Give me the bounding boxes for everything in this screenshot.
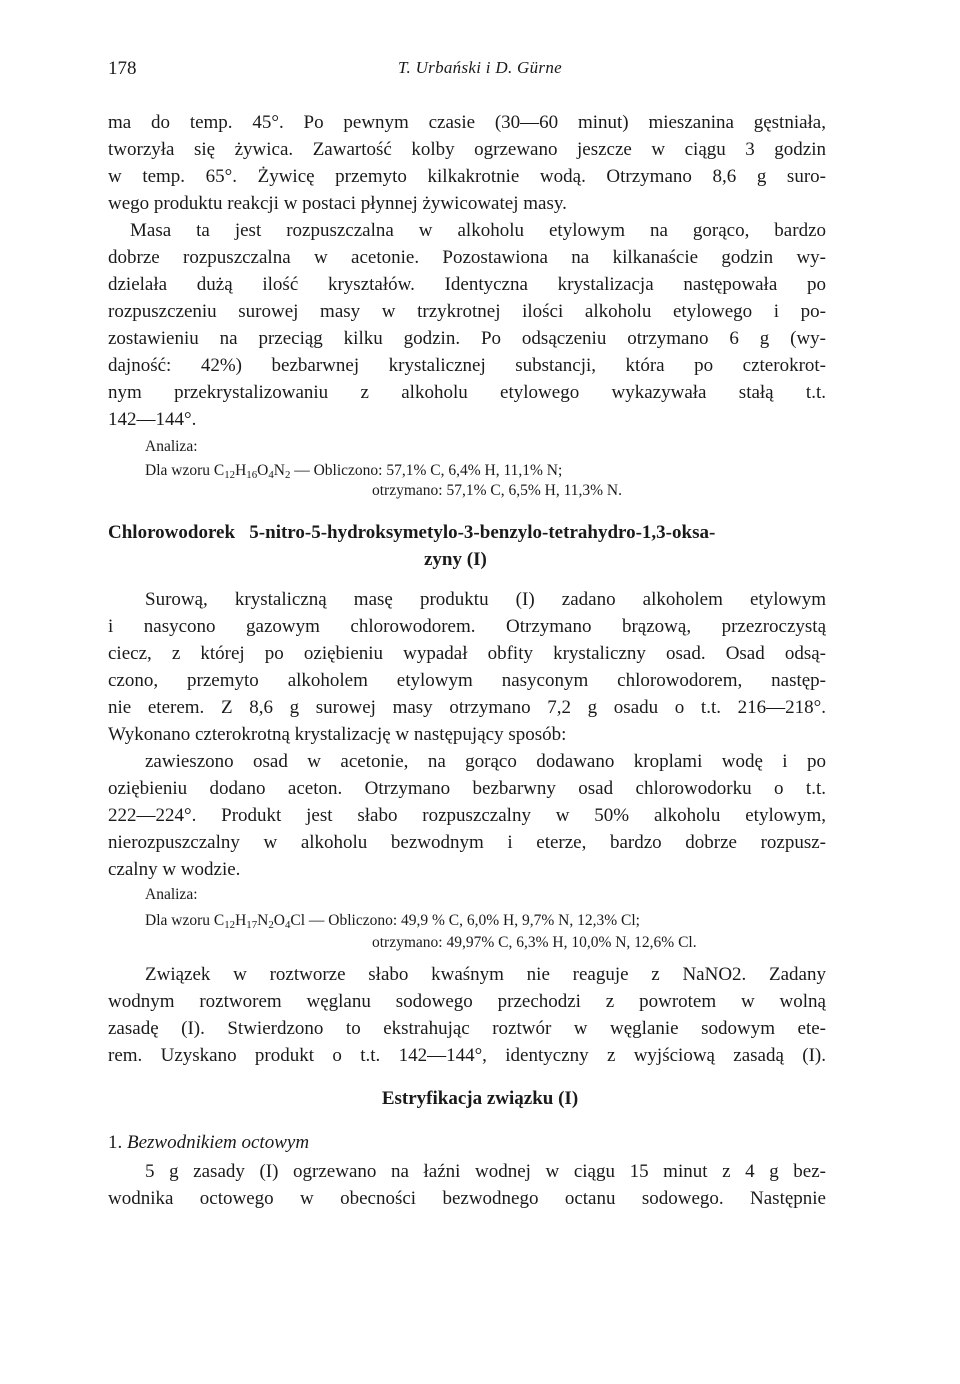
text-line: dobrze rozpuszczalna w acetonie. Pozostawiona na kilkanaście godzin wy- (108, 247, 826, 268)
text-line: zasadę (I). Stwierdzono to ekstrahując roztwór w węglanie sodowym ete- (108, 1018, 826, 1039)
analysis-formula-line (145, 910, 640, 932)
text-line: czalny w wodzie. (108, 859, 241, 880)
found-values: 57,1% C, 6,5% H, 11,3% N. (446, 482, 622, 499)
section-heading: Estryfikacja związku (I) (381, 1088, 579, 1109)
text-line: zostawieniu na przeciąg kilku godzin. Po odsączeniu otrzymano 6 g (wy- (108, 328, 826, 349)
text-line: oziębieniu dodano aceton. Otrzymano bezbarwny osad chlorowodorku o t.t. (108, 778, 826, 799)
text-line: czono, przemyto alkoholem etylowym nasyconym chlorowodorem, następ- (108, 670, 826, 691)
text-line: Surową, krystaliczną masę produktu (I) zadano alkoholem etylowym (145, 589, 826, 610)
subsection-number: 1. (108, 1132, 123, 1153)
text-line: wego produktu reakcji w postaci płynnej żywicowatej masy. (108, 193, 567, 214)
text-line: ciecz, z której po oziębieniu wypadał obfity krystaliczny osad. Osad odsą- (108, 643, 826, 664)
running-title: T. Urbański i D. Gürne (397, 58, 562, 77)
text-line: 5 g zasady (I) ogrzewano na łaźni wodnej w ciągu 15 minut z 4 g bez- (145, 1161, 826, 1182)
formula-prefix: Dla wzoru (145, 462, 210, 479)
section-heading-cont: zyny (I) (424, 549, 487, 570)
heading-bold-word: Chlorowodorek (108, 522, 236, 543)
text-line: tworzyła się żywica. Zawartość kolby ogrzewano jeszcze w ciągu 3 godzin (108, 139, 826, 160)
formula-prefix: Dla wzoru (145, 912, 210, 929)
analysis-label: Analiza: (145, 886, 198, 903)
found-label: otrzymano: (372, 934, 443, 951)
calc-label: — Obliczono: (308, 912, 398, 929)
text-line: w temp. 65°. Żywicę przemyto kilkakrotnie wodą. Otrzymano 8,6 g suro- (108, 166, 826, 187)
calc-label: — Obliczono: (294, 462, 383, 479)
text-line: wodnym roztworem węglanu sodowego przechodzi z powrotem w wolną (108, 991, 826, 1012)
text-line: Związek w roztworze słabo kwaśnym nie reaguje z NaNO2. Zadany (145, 964, 826, 985)
text-line: 142—144°. (108, 409, 197, 430)
heading-rest: 5-nitro-5-hydroksymetylo-3-benzylo-tetrahydro-1,3-oksa- (249, 522, 716, 543)
text-line: nym przekrystalizowaniu z alkoholu etylowego wykazywała stałą t.t. (108, 382, 826, 403)
page-number: 178 (108, 58, 137, 79)
text-line: nierozpuszczalny w alkoholu bezwodnym i eterze, bardzo dobrze rozpusz- (108, 832, 826, 853)
analysis-found-line (372, 932, 697, 954)
text-line: wodnika octowego w obecności bezwodnego octanu sodowego. Następnie (108, 1188, 826, 1209)
calc-values: 49,9 % C, 6,0% H, 9,7% N, 12,3% Cl; (401, 912, 640, 929)
chemical-formula: $C_{12}H_{17}N_2O_4Cl$ (213, 912, 306, 931)
analysis-formula-line (145, 460, 562, 482)
text-line: ma do temp. 45°. Po pewnym czasie (30—60 minut) mieszanina gęstniała, (108, 112, 826, 133)
text-line: 222—224°. Produkt jest słabo rozpuszczalny w 50% alkoholu etylowym, (108, 805, 826, 826)
text-line: Wykonano czterokrotną krystalizację w następujący sposób: (108, 724, 567, 745)
section-heading (108, 520, 826, 546)
text-line: rem. Uzyskano produkt o t.t. 142—144°, identyczny z wyjściową zasadą (I). (108, 1045, 826, 1066)
text-line: dajność: 42%) bezbarwnej krystalicznej substancji, która po czterokrot- (108, 355, 826, 376)
analysis-found-line (372, 480, 622, 502)
text-line: i nasycono gazowym chlorowodorem. Otrzymano brązową, przezroczystą (108, 616, 826, 637)
chemical-formula: $C_{12}H_{16}O_4N_2$ (213, 462, 291, 481)
text-line: rozpuszczeniu surowej masy w trzykrotnej ilości alkoholu etylowego i po- (108, 301, 826, 322)
found-values: 49,97% C, 6,3% H, 10,0% N, 12,6% Cl. (446, 934, 697, 951)
subsection-title: Bezwodnikiem octowym (127, 1132, 310, 1153)
found-label: otrzymano: (372, 482, 443, 499)
text-line: nie eterem. Z 8,6 g surowej masy otrzymano 7,2 g osadu o t.t. 216—218°. (108, 697, 826, 718)
calc-values: 57,1% C, 6,4% H, 11,1% N; (386, 462, 563, 479)
analysis-label: Analiza: (145, 438, 198, 455)
subsection-heading (108, 1130, 826, 1156)
text-line: Masa ta jest rozpuszczalna w alkoholu etylowym na gorąco, bardzo (130, 220, 826, 241)
text-line: dzielała dużą ilość kryształów. Identyczna krystalizacja następowała po (108, 274, 826, 295)
text-line: zawieszono osad w acetonie, na gorąco dodawano kroplami wodę i po (145, 751, 826, 772)
